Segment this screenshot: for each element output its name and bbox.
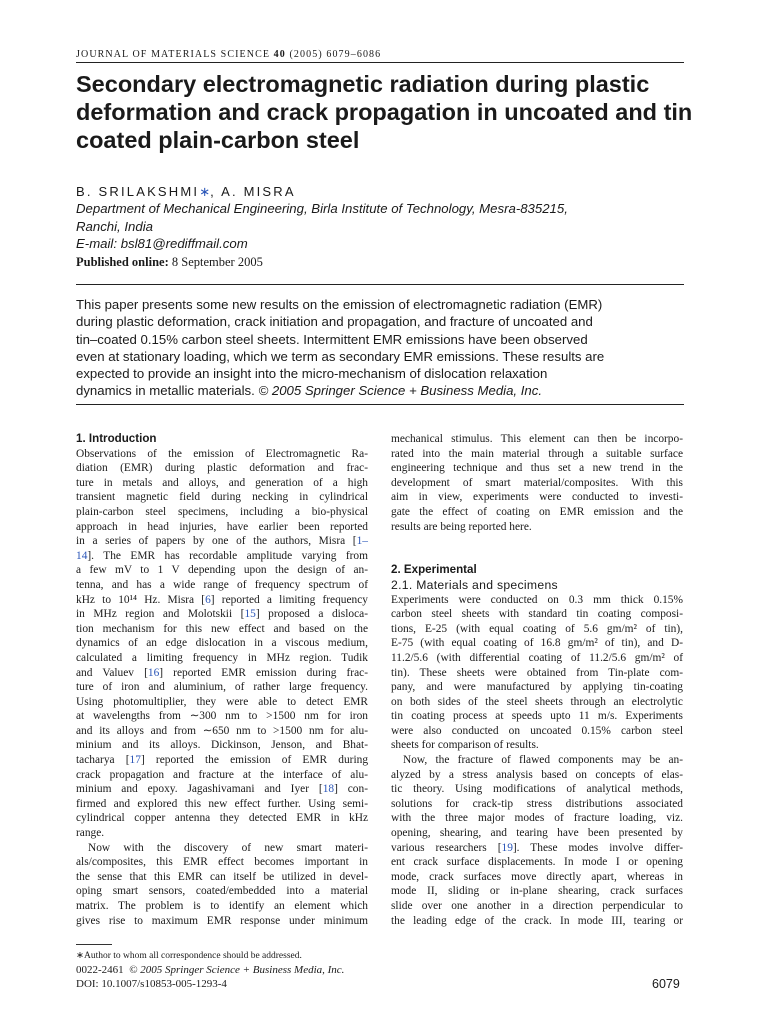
published-label: Published online: (76, 255, 169, 269)
text-line: tin). These sheets were obtained from Tin-plate com- (391, 666, 683, 679)
abstract-copyright: © 2005 Springer Science + Business Media, Inc. (258, 383, 543, 399)
text-line: results are being reported here. (391, 520, 532, 533)
text-line: oping smart sensors, coated/embedded into a material (76, 885, 368, 898)
author-misra: A. MISRA (221, 184, 296, 199)
text-line: and Valuev [16] reported EMR emission during frac- (76, 666, 368, 679)
paragraph-spacer (391, 534, 683, 549)
affiliation-line: Department of Mechanical Engineering, Birla Institute of Technology, Mesra-835215, (76, 201, 568, 216)
text-line: slide over one another in a direction perpendicular to (391, 900, 683, 912)
issn-line (76, 964, 344, 976)
right-column (391, 432, 683, 928)
text-line: approach in head injuries, have earlier been reported (76, 520, 368, 533)
text-line: transient magnetic field during necking in cylindrical (76, 491, 368, 504)
affiliation-line: Ranchi, India (76, 218, 153, 234)
text-line: tions, E-25 (with equal coating of 5.6 gm/m² of tin), (391, 622, 683, 635)
paragraph-spacer (391, 549, 683, 564)
text-line: development of smart material/composites. With this (391, 476, 683, 489)
text-line: rated into the main material through a suitable surface (391, 447, 683, 460)
abstract-line: even at stationary loading, which we term as secondary EMR emissions. These results are (76, 348, 605, 364)
footnote-rule (76, 944, 112, 945)
text-line: opening, shearing, and tearing have been presented by (391, 827, 683, 840)
text-line: E-75 (with equal coating of 16.8 gm/m² of tin), and D- (391, 637, 683, 650)
text-line: tion mechanism for this new effect and based on the (76, 622, 368, 635)
text-line: plain-carbon steel specimens, including a bio-physical (76, 505, 368, 518)
text-line: alyzed by a stress analysis based on concepts of elas- (391, 768, 683, 781)
section-heading-introduction: 1. Introduction (76, 432, 157, 445)
journal-running-header (76, 49, 381, 60)
abstract (76, 296, 688, 400)
doi: DOI: 10.1007/s10853-005-1293-4 (76, 978, 227, 990)
abstract-line (76, 382, 688, 399)
text-line: ent crack surface displacements. In mode I or opening (391, 856, 683, 869)
footnote-correspondence: ∗Author to whom all correspondence should be addressed. (76, 951, 302, 961)
footer-copyright: © 2005 Springer Science + Business Media, Inc. (129, 964, 345, 976)
text-line: in MHz region and Molotskii [15] proposed a disloca- (76, 608, 368, 621)
text-line: Observations of the emission of Electromagnetic Ra- (76, 447, 368, 460)
text-line: tic theory. Using modifications of analytical methods, (391, 783, 683, 796)
header-rule (76, 62, 684, 63)
text-line: engineering technique and thus set a new trend in the (391, 462, 683, 475)
text-line: kHz to 10¹⁴ Hz. Misra [6] reported a limiting frequency (76, 593, 368, 606)
text-line: range. (76, 827, 105, 840)
text-line: mechanical stimulus. This element can then be incorpo- (391, 433, 683, 445)
text-line: at wavelengths from ∼300 nm to >1500 nm for iron (76, 710, 368, 723)
abstract-top-rule (76, 284, 684, 285)
abstract-line: expected to provide an insight into the micro-mechanism of dislocation relaxation (76, 366, 548, 382)
text-line: were also conducted on uncoated 0.15% carbon steel (391, 724, 683, 737)
text-line: on both sides of the steel sheets through an electrolytic (391, 695, 683, 708)
text-line: ture in metals and alloys, and generation of a high (76, 476, 368, 489)
text-line: various researchers [19]. These modes involve differ- (391, 841, 683, 854)
journal-volume: 40 (273, 49, 286, 60)
text-line: sheets for comparison of results. (391, 739, 539, 752)
text-line: with the three major modes of fracture loading, viz. (391, 812, 683, 825)
article-title: Secondary electromagnetic radiation during plastic deformation and crack propagation in uncoated and tin coated plain-carbon steel (76, 71, 693, 153)
text-line: Now, the fracture of flawed components may be an- (403, 754, 683, 767)
text-line: dynamics of an edge dislocation in a viscous medium, (76, 637, 368, 650)
text-line: crack propagation and fracture at the interface of alu- (76, 768, 368, 781)
journal-year-pages: (2005) 6079–6086 (289, 49, 382, 60)
left-column (76, 432, 368, 928)
text-line: calculated a limiting frequency in MHz region. Tudik (76, 651, 368, 664)
author-list: B. SRILAKSHMI∗, A. MISRA (76, 184, 296, 199)
text-line: mode II, sliding or in-plane shearing, crack surfaces (391, 885, 683, 898)
text-line: minium and its alloys. Dickinson, Jenson, and Bhat- (76, 739, 368, 752)
text-line: gives rise to maximum EMR response under minimum (76, 914, 368, 927)
text-line: the leading edge of the crack. In mode III, tearing or (391, 914, 683, 927)
abstract-line: This paper presents some new results on the emission of electromagnetic radiation (EMR) (76, 297, 603, 312)
author-srilakshmi: B. SRILAKSHMI (76, 184, 200, 199)
page-number: 6079 (652, 977, 680, 991)
abstract-last-line: dynamics in metallic materials. (76, 383, 255, 399)
text-line: tenna, and has a wide range of frequency spectrum of (76, 578, 368, 591)
published-online (76, 255, 263, 270)
text-line: in a series of papers by one of the authors, Misra [1– (76, 535, 368, 548)
text-line: als/composites, this EMR effect becomes important in (76, 856, 368, 869)
abstract-line: during plastic deformation, crack initiation and propagation, and fracture of uncoated and (76, 314, 593, 330)
text-line: 11.2/5.6 (with differential coating of 11.2/5.6 gm/m² of (391, 651, 683, 664)
text-line: pany, and were manufactured by applying tin-coating (391, 681, 683, 694)
text-line: cylindrical copper antenna they detected EMR in kHz (76, 812, 368, 825)
text-line: Experiments were conducted on 0.3 mm thick 0.15% (391, 593, 683, 606)
abstract-line: tin–coated 0.15% carbon steel sheets. Intermittent EMR emissions have been observed (76, 331, 588, 347)
text-line: a few mV to 1 V depending upon the design of an- (76, 564, 368, 577)
text-line: gate the effect of coating on EMR emission and the (391, 505, 683, 518)
text-line: tin coating process at speeds upto 11 m/s. Experiments (391, 710, 683, 723)
text-line: tacharya [17] reported the emission of EMR during (76, 754, 369, 767)
text-line: solutions for crack-tip stress distributions associated (391, 797, 683, 810)
text-line: ture of iron and aluminium, of rather large frequency. (76, 681, 368, 694)
text-line: matrix. The problem is to identify an element which (76, 900, 368, 912)
affiliation-block (76, 200, 696, 253)
corresponding-author-mark[interactable]: ∗ (199, 184, 211, 199)
text-line: Now with the discovery of new smart materi- (88, 841, 368, 854)
text-line: firmed and explored this new effect further. Using semi- (76, 797, 368, 810)
text-line: carbon steel sheets with standard tin coating composi- (391, 608, 683, 621)
text-line: and its alloys and from ∼650 nm to >1500 nm for alu- (76, 724, 368, 737)
section-heading-experimental: 2. Experimental (391, 563, 477, 577)
text-line: mode, crack surfaces move directly apart, whereas in (391, 870, 683, 883)
subsection-heading-materials: 2.1. Materials and specimens (391, 577, 558, 592)
journal-name: JOURNAL OF MATERIALS SCIENCE (76, 49, 271, 60)
text-line: the sense that this EMR can itself be utilized in devel- (76, 870, 368, 883)
text-line: diation (EMR) during plastic deformation and frac- (76, 462, 368, 475)
text-line: aim in view, experiments were conducted to investi- (391, 491, 683, 504)
abstract-bottom-rule (76, 404, 684, 405)
text-line: Using photomultiplier, they were able to detect EMR (76, 695, 368, 708)
email-line: E-mail: bsl81@rediffmail.com (76, 236, 248, 251)
text-line: 14]. The EMR has recordable amplitude varying from (76, 549, 368, 562)
issn: 0022-2461 (76, 964, 124, 976)
text-line: minium and epoxy. Jagashivamani and Iyer [18] con- (76, 783, 368, 796)
published-date: 8 September 2005 (171, 255, 263, 269)
